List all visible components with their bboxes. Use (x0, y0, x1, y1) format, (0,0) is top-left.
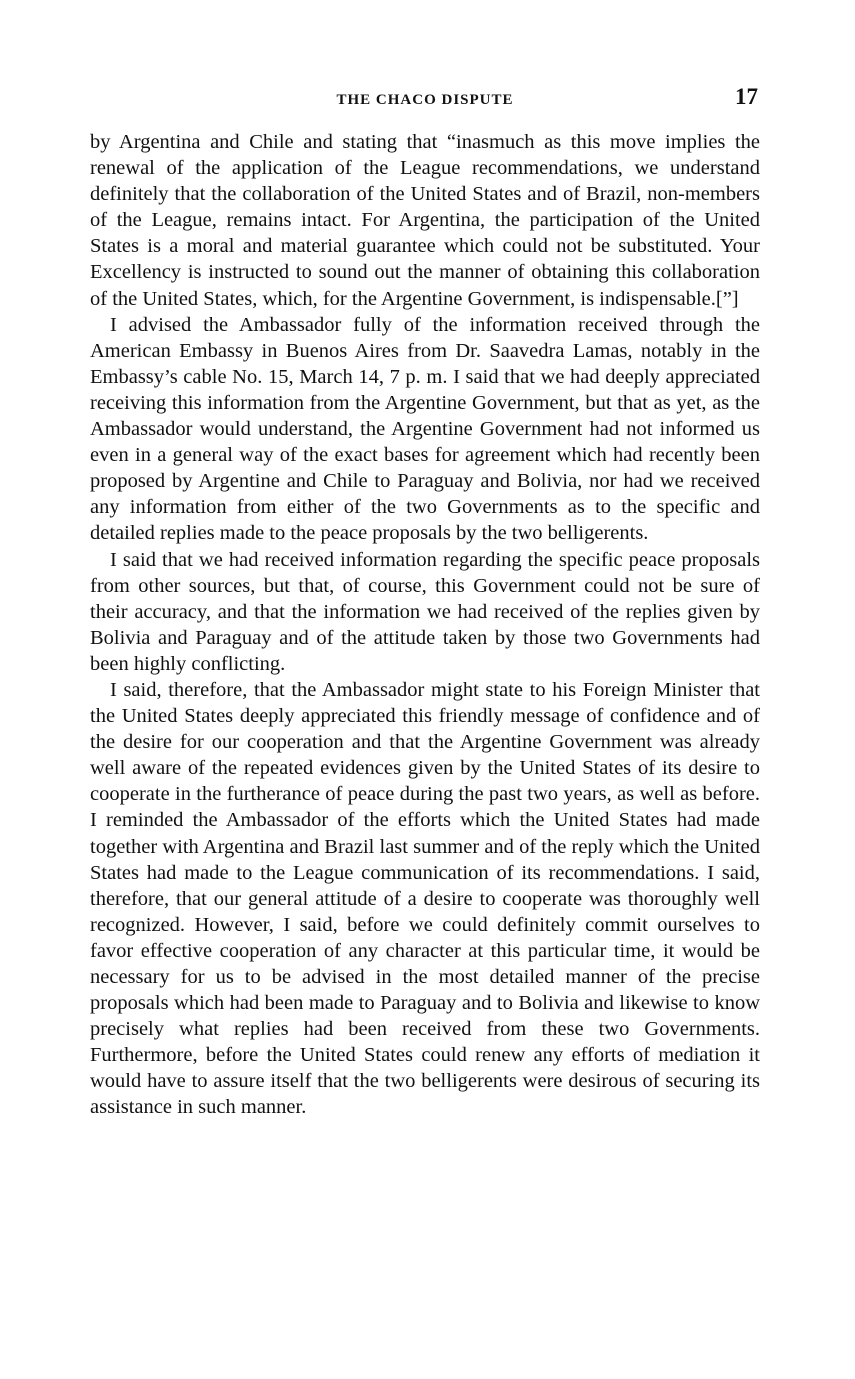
running-head (90, 86, 760, 114)
paragraph-other-sources: I said that we had received information regarding the specific peace proposals from other sources, but that, of course, this Government could not be sure of their accuracy, and that the information we had received of the replies given by Bolivia and Paraguay and of the attitude taken by those two Governments had been highly conflicting. (90, 548, 760, 675)
paragraph-continuation: by Argentina and Chile and stating that “inasmuch as this move implies the renewal of the application of the League recommendations, we understand definitely that the collaboration of the United States and of Brazil, non-members of the League, remains intact. For Argentina, the participation of the United States is a moral and material guarantee which could not be substituted. Your Excellency is instructed to sound out the manner of obtaining this collaboration of the United States, which, for the Argentine Government, is indispensable.[”] (90, 131, 760, 310)
body-text (90, 129, 760, 1121)
paragraph-ambassador-advised: I advised the Ambassador fully of the information received through the American Embassy in Buenos Aires from Dr. Saavedra Lamas, notably in the Embassy’s cable No. 15, March 14, 7 p. m. I said that we had deeply appreciated receiving this information from the Argentine Government, but that as yet, as the Ambassador would understand, the Argentine Government had not informed us even in a general way of the exact bases for agreement which had recently been proposed by Argentine and Chile to Paraguay and Bolivia, nor had we received any information from either of the two Governments as to the specific and detailed replies made to the peace proposals by the two belligerents. (90, 313, 760, 545)
paragraph-cooperation-response: I said, therefore, that the Ambassador might state to his Foreign Minister that the United States deeply appreciated this friendly message of confidence and of the desire for our cooperation and that the Argentine Government was already well aware of the repeated evidences given by the United States of its desire to cooperate in the furtherance of peace during the past two years, as well as before. I reminded the Ambassador of the efforts which the United States had made together with Argentina and Brazil last summer and of the reply which the United States had made to the League communication of its recommendations. I said, therefore, that our general attitude of a desire to cooperate was thoroughly well recognized. However, I said, before we could definitely commit ourselves to favor effective cooperation of any character at this particular time, it would be necessary for us to be advised in the most detailed manner of the precise proposals which had been made to Paraguay and to Bolivia and likewise to know precisely what replies had been received from these two Governments. Furthermore, before the United States could renew any efforts of mediation it would have to assure itself that the two belligerents were desirous of securing its assistance in such manner. (90, 678, 760, 1119)
page-number: 17 (735, 84, 758, 109)
running-title: THE CHACO DISPUTE (336, 92, 514, 108)
